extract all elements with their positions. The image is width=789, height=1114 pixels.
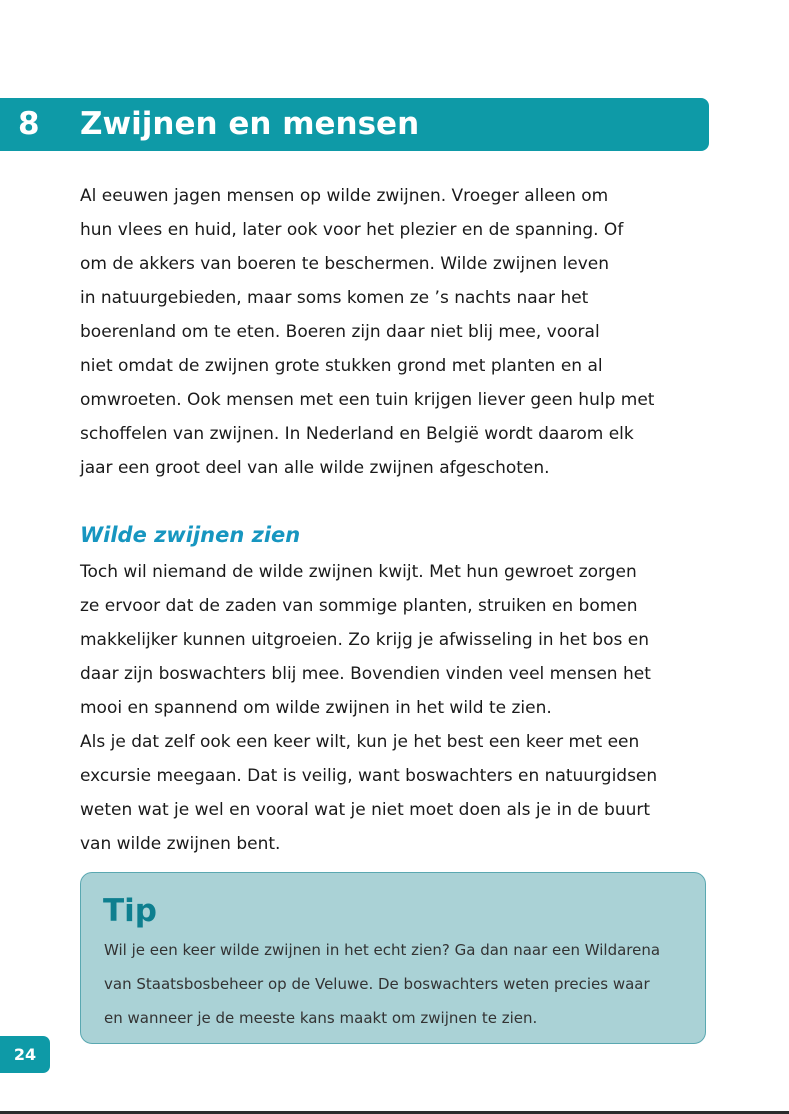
text-line: niet omdat de zwijnen grote stukken grond met planten en al <box>80 356 603 376</box>
text-line: Als je dat zelf ook een keer wilt, kun je het best een keer met een <box>80 732 640 752</box>
page-number: 24 <box>0 1036 50 1073</box>
tip-title: Tip <box>103 893 157 929</box>
text-line: om de akkers van boeren te beschermen. Wilde zwijnen leven <box>80 254 609 274</box>
text-line: in natuurgebieden, maar soms komen ze ’s nachts naar het <box>80 288 589 308</box>
intro-paragraph <box>80 179 720 485</box>
text-line: omwroeten. Ook mensen met een tuin krijgen liever geen hulp met <box>80 390 655 410</box>
section-heading: Wilde zwijnen zien <box>80 523 301 547</box>
text-line: excursie meegaan. Dat is veilig, want boswachters en natuurgidsen <box>80 766 658 786</box>
text-line: Al eeuwen jagen mensen op wilde zwijnen. Vroeger alleen om <box>80 186 609 206</box>
tip-box <box>80 872 706 1044</box>
text-line: daar zijn boswachters blij mee. Bovendien vinden veel mensen het <box>80 664 651 684</box>
text-line: Toch wil niemand de wilde zwijnen kwijt. Met hun gewroet zorgen <box>80 562 637 582</box>
text-line: mooi en spannend om wilde zwijnen in het wild te zien. <box>80 698 552 718</box>
text-line: hun vlees en huid, later ook voor het plezier en de spanning. Of <box>80 220 624 240</box>
text-line: makkelijker kunnen uitgroeien. Zo krijg je afwisseling in het bos en <box>80 630 649 650</box>
text-line: ze ervoor dat de zaden van sommige planten, struiken en bomen <box>80 596 638 616</box>
text-line: weten wat je wel en vooral wat je niet moet doen als je in de buurt <box>80 800 651 820</box>
tip-text <box>104 933 694 1035</box>
text-line: boerenland om te eten. Boeren zijn daar niet blij mee, vooral <box>80 322 600 342</box>
chapter-header <box>0 98 709 151</box>
section-paragraph <box>80 555 720 861</box>
text-line: jaar een groot deel van alle wilde zwijnen afgeschoten. <box>80 458 550 478</box>
tip-line: van Staatsbosbeheer op de Veluwe. De boswachters weten precies waar <box>104 975 650 993</box>
chapter-number: 8 <box>18 106 40 142</box>
tip-line: Wil je een keer wilde zwijnen in het echt zien? Ga dan naar een Wildarena <box>104 941 661 959</box>
text-line: van wilde zwijnen bent. <box>80 834 281 854</box>
chapter-title: Zwijnen en mensen <box>80 106 420 142</box>
tip-line: en wanneer je de meeste kans maakt om zwijnen te zien. <box>104 1009 538 1027</box>
text-line: schoffelen van zwijnen. In Nederland en België wordt daarom elk <box>80 424 634 444</box>
